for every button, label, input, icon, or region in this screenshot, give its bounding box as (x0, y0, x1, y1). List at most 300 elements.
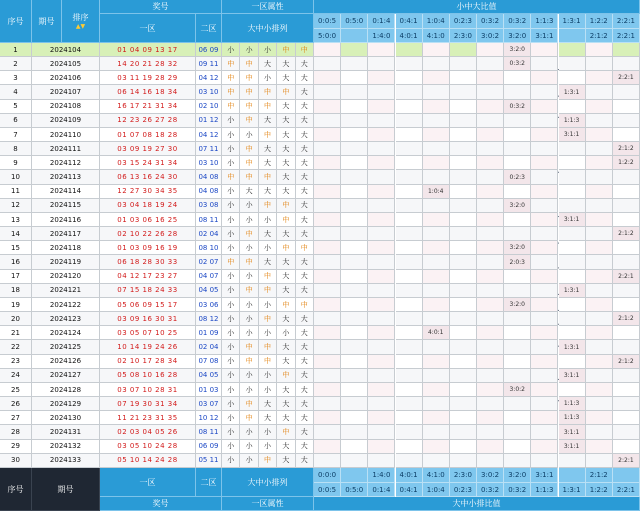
pattern-cell: 大 (296, 312, 314, 326)
pattern-cell: 小 (222, 142, 240, 156)
footer-ratio-col (341, 468, 368, 483)
row-zone1-numbers: 01 03 09 16 19 (100, 241, 196, 255)
ratio-cell (504, 185, 531, 199)
pattern-cell: 大 (277, 142, 295, 156)
ratio-cell (314, 411, 341, 425)
ratio-cell (423, 284, 450, 298)
row-issue: 2024110 (32, 128, 100, 142)
ratio-cell: 1:1:3 (559, 411, 586, 425)
pattern-cell: 小 (240, 128, 258, 142)
ratio-cell (341, 284, 368, 298)
ratio-cell (314, 298, 341, 312)
ratio-cell (477, 241, 504, 255)
row-seq: 11 (0, 185, 32, 199)
ratio-cell (504, 85, 531, 99)
footer-ratio-col: 3:1:1 (531, 468, 558, 483)
row-zone2-numbers: 04 12 (196, 71, 222, 85)
row-issue: 2024126 (32, 355, 100, 369)
ratio-cell (423, 156, 450, 170)
ratio-cell (613, 213, 640, 227)
row-seq: 4 (0, 85, 32, 99)
ratio-cell (559, 383, 586, 397)
footer-ratio-col: 0:0:0 (314, 468, 341, 483)
sort-toggle[interactable]: 排序 ▲▼ (62, 0, 100, 43)
pattern-cell: 中 (259, 100, 277, 114)
ratio-cell (586, 142, 613, 156)
pattern-cell: 大 (277, 185, 295, 199)
ratio-cell (531, 270, 558, 284)
ratio-cell (396, 227, 423, 241)
ratio-cell (368, 340, 395, 354)
ratio-cell (368, 85, 395, 99)
row-zone1-numbers: 06 14 16 18 34 (100, 85, 196, 99)
ratio-cell (423, 128, 450, 142)
row-zone2-numbers: 02 04 (196, 340, 222, 354)
ratio-cell (450, 425, 477, 439)
ratio-cell (450, 326, 477, 340)
row-zone2-numbers: 01 09 (196, 326, 222, 340)
ratio-cell: 1:3:1 (559, 85, 586, 99)
ratio-cell (423, 57, 450, 71)
row-zone2-numbers: 03 08 (196, 199, 222, 213)
footer-ratio-col-sub: 0:5:0 (341, 483, 368, 497)
ratio-cell (586, 270, 613, 284)
pattern-cell: 大 (277, 128, 295, 142)
ratio-cell (314, 397, 341, 411)
ratio-col-header-sub: 4:0:1 (396, 29, 423, 43)
row-issue: 2024112 (32, 156, 100, 170)
row-zone2-numbers: 02 04 (196, 227, 222, 241)
row-issue: 2024121 (32, 284, 100, 298)
footer-ratio-col-sub: 0:4:1 (396, 483, 423, 497)
ratio-col-header: 1:3:1 (559, 14, 586, 29)
ratio-cell (613, 199, 640, 213)
row-issue: 2024109 (32, 114, 100, 128)
pattern-cell: 小 (222, 114, 240, 128)
row-issue: 2024133 (32, 454, 100, 468)
ratio-cell (341, 142, 368, 156)
ratio-cell (423, 440, 450, 454)
pattern-cell: 小 (222, 326, 240, 340)
footer-ratio-col-sub: 0:1:4 (368, 483, 395, 497)
ratio-cell (586, 383, 613, 397)
pattern-cell: 小 (240, 199, 258, 213)
ratio-cell (341, 355, 368, 369)
pattern-cell: 小 (222, 454, 240, 468)
row-seq: 10 (0, 170, 32, 184)
ratio-cell (531, 43, 558, 57)
ratio-cell (531, 199, 558, 213)
ratio-cell (531, 326, 558, 340)
ratio-cell (368, 298, 395, 312)
ratio-col-header-sub: 5:0:0 (314, 29, 341, 43)
ratio-cell (450, 213, 477, 227)
ratio-cell (450, 199, 477, 213)
pattern-cell: 小 (222, 213, 240, 227)
ratio-cell (613, 383, 640, 397)
ratio-cell (423, 255, 450, 269)
ratio-cell (586, 312, 613, 326)
pattern-cell: 大 (296, 128, 314, 142)
row-zone1-numbers: 05 10 14 24 28 (100, 454, 196, 468)
ratio-cell: 2:1:2 (613, 227, 640, 241)
header-issue: 期号 (32, 0, 62, 43)
row-issue: 2024128 (32, 383, 100, 397)
pattern-cell: 大 (277, 355, 295, 369)
row-seq: 16 (0, 255, 32, 269)
ratio-cell (504, 454, 531, 468)
pattern-cell: 中 (259, 199, 277, 213)
pattern-cell: 大 (296, 156, 314, 170)
row-seq: 6 (0, 114, 32, 128)
ratio-cell (531, 425, 558, 439)
ratio-cell (341, 156, 368, 170)
ratio-cell (314, 326, 341, 340)
row-issue: 2024107 (32, 85, 100, 99)
ratio-cell (613, 241, 640, 255)
pattern-cell: 大 (259, 255, 277, 269)
pattern-cell: 大 (296, 411, 314, 425)
ratio-cell (477, 170, 504, 184)
pattern-cell: 大 (296, 284, 314, 298)
ratio-cell (423, 411, 450, 425)
ratio-cell (341, 425, 368, 439)
pattern-cell: 小 (259, 425, 277, 439)
ratio-cell (314, 213, 341, 227)
pattern-cell: 大 (259, 114, 277, 128)
pattern-cell: 中 (240, 156, 258, 170)
ratio-cell (341, 369, 368, 383)
pattern-cell: 中 (240, 71, 258, 85)
ratio-cell (477, 85, 504, 99)
pattern-cell: 中 (222, 57, 240, 71)
row-issue: 2024119 (32, 255, 100, 269)
row-issue: 2024124 (32, 326, 100, 340)
ratio-cell: 3:2:0 (504, 199, 531, 213)
ratio-cell (368, 114, 395, 128)
ratio-cell (586, 170, 613, 184)
pattern-cell: 中 (259, 284, 277, 298)
pattern-cell: 小 (259, 440, 277, 454)
ratio-cell (396, 241, 423, 255)
row-zone2-numbers: 04 05 (196, 284, 222, 298)
ratio-col-header-sub: 1:4:0 (368, 29, 395, 43)
ratio-cell (531, 369, 558, 383)
ratio-cell (586, 185, 613, 199)
row-issue: 2024114 (32, 185, 100, 199)
ratio-cell (477, 454, 504, 468)
header-seq: 序号 (0, 0, 32, 43)
footer-ratio-col: 3:2:0 (504, 468, 531, 483)
ratio-cell (341, 397, 368, 411)
ratio-col-header-sub: 2:3:0 (450, 29, 477, 43)
ratio-cell (477, 142, 504, 156)
ratio-cell (396, 440, 423, 454)
ratio-cell (314, 241, 341, 255)
row-zone2-numbers: 08 10 (196, 241, 222, 255)
pattern-cell: 小 (222, 312, 240, 326)
pattern-cell: 中 (259, 312, 277, 326)
pattern-cell: 大 (277, 57, 295, 71)
pattern-cell: 小 (240, 312, 258, 326)
ratio-cell (504, 142, 531, 156)
footer-pattern: 大中小排列 (222, 468, 314, 497)
ratio-cell (613, 411, 640, 425)
ratio-cell (341, 440, 368, 454)
row-zone1-numbers: 03 05 10 24 28 (100, 440, 196, 454)
ratio-cell (531, 227, 558, 241)
pattern-cell: 小 (240, 270, 258, 284)
ratio-cell (586, 199, 613, 213)
ratio-cell: 3:1:1 (559, 369, 586, 383)
ratio-cell (368, 100, 395, 114)
ratio-cell (477, 255, 504, 269)
ratio-cell: 1:1:3 (559, 397, 586, 411)
footer-ratio-col: 1:4:0 (368, 468, 395, 483)
ratio-cell (477, 213, 504, 227)
ratio-cell (531, 170, 558, 184)
row-zone1-numbers: 06 18 28 30 33 (100, 255, 196, 269)
ratio-cell (586, 255, 613, 269)
ratio-cell (450, 71, 477, 85)
ratio-cell (586, 340, 613, 354)
footer-ratio-col (559, 468, 586, 483)
ratio-cell: 3:2:0 (504, 241, 531, 255)
ratio-cell: 4:0:1 (423, 326, 450, 340)
ratio-cell (341, 100, 368, 114)
ratio-cell (314, 255, 341, 269)
ratio-cell (368, 312, 395, 326)
ratio-cell (504, 270, 531, 284)
ratio-cell (396, 142, 423, 156)
ratio-cell (586, 454, 613, 468)
ratio-cell (396, 312, 423, 326)
ratio-cell (613, 170, 640, 184)
ratio-cell (314, 114, 341, 128)
ratio-cell (341, 227, 368, 241)
row-zone1-numbers: 10 14 19 24 26 (100, 340, 196, 354)
ratio-cell (559, 156, 586, 170)
pattern-cell: 中 (222, 170, 240, 184)
row-zone2-numbers: 01 03 (196, 383, 222, 397)
row-seq: 24 (0, 369, 32, 383)
row-seq: 29 (0, 440, 32, 454)
pattern-cell: 大 (259, 227, 277, 241)
ratio-cell (586, 397, 613, 411)
ratio-cell (504, 312, 531, 326)
pattern-cell: 小 (240, 454, 258, 468)
ratio-cell (531, 411, 558, 425)
pattern-cell: 大 (277, 270, 295, 284)
row-seq: 15 (0, 241, 32, 255)
footer-ratio-col-sub: 1:1:3 (531, 483, 558, 497)
ratio-cell (450, 255, 477, 269)
ratio-cell (396, 43, 423, 57)
ratio-cell (368, 284, 395, 298)
row-zone1-numbers: 03 09 16 30 31 (100, 312, 196, 326)
ratio-col-header: 0:3:2 (504, 14, 531, 29)
row-zone2-numbers: 07 08 (196, 355, 222, 369)
ratio-cell (504, 284, 531, 298)
ratio-cell (531, 440, 558, 454)
ratio-cell (450, 85, 477, 99)
ratio-cell (504, 425, 531, 439)
ratio-cell (450, 43, 477, 57)
ratio-cell (477, 312, 504, 326)
pattern-cell: 小 (222, 425, 240, 439)
ratio-cell (396, 128, 423, 142)
pattern-cell: 小 (240, 43, 258, 57)
ratio-cell (586, 425, 613, 439)
pattern-cell: 小 (240, 326, 258, 340)
ratio-cell (423, 71, 450, 85)
ratio-col-header-sub (341, 29, 368, 43)
pattern-cell: 中 (240, 355, 258, 369)
ratio-cell (423, 199, 450, 213)
ratio-cell (559, 298, 586, 312)
ratio-cell (586, 156, 613, 170)
row-seq: 23 (0, 355, 32, 369)
pattern-cell: 小 (259, 298, 277, 312)
ratio-cell: 2:2:1 (613, 270, 640, 284)
row-issue: 2024108 (32, 100, 100, 114)
ratio-col-header: 0:3:2 (477, 14, 504, 29)
ratio-cell: 3:1:1 (559, 440, 586, 454)
ratio-cell (477, 156, 504, 170)
row-zone2-numbers: 05 11 (196, 454, 222, 468)
pattern-cell: 小 (222, 397, 240, 411)
ratio-cell (477, 369, 504, 383)
pattern-cell: 中 (259, 85, 277, 99)
header-ratio: 小中大比值 (314, 0, 640, 14)
ratio-cell (314, 185, 341, 199)
ratio-cell (314, 270, 341, 284)
pattern-cell: 小 (222, 411, 240, 425)
ratio-cell (531, 241, 558, 255)
ratio-cell (559, 270, 586, 284)
ratio-cell (450, 227, 477, 241)
pattern-cell: 中 (277, 369, 295, 383)
ratio-cell (504, 440, 531, 454)
pattern-cell: 大 (277, 454, 295, 468)
row-zone2-numbers: 01 12 (196, 114, 222, 128)
ratio-cell (559, 185, 586, 199)
ratio-cell (314, 43, 341, 57)
row-zone2-numbers: 06 09 (196, 43, 222, 57)
ratio-cell (559, 241, 586, 255)
pattern-cell: 中 (240, 340, 258, 354)
ratio-cell (450, 170, 477, 184)
ratio-cell (368, 71, 395, 85)
row-zone1-numbers: 02 03 04 05 26 (100, 425, 196, 439)
ratio-cell (368, 142, 395, 156)
ratio-cell (423, 340, 450, 354)
ratio-cell (450, 411, 477, 425)
ratio-col-header-sub: 3:1:1 (531, 29, 558, 43)
ratio-cell (531, 128, 558, 142)
pattern-cell: 中 (277, 85, 295, 99)
row-zone1-numbers: 01 07 08 18 28 (100, 128, 196, 142)
ratio-cell (368, 411, 395, 425)
pattern-cell: 小 (259, 326, 277, 340)
ratio-cell (314, 199, 341, 213)
ratio-cell (396, 369, 423, 383)
ratio-cell (477, 340, 504, 354)
row-issue: 2024132 (32, 440, 100, 454)
pattern-cell: 中 (222, 255, 240, 269)
ratio-cell (477, 128, 504, 142)
footer-ratio-col: 4:1:0 (423, 468, 450, 483)
ratio-cell (477, 100, 504, 114)
ratio-cell (368, 128, 395, 142)
ratio-cell (504, 369, 531, 383)
row-issue: 2024106 (32, 71, 100, 85)
row-zone1-numbers: 01 03 06 16 25 (100, 213, 196, 227)
ratio-cell (423, 425, 450, 439)
ratio-cell (341, 298, 368, 312)
footer-draw: 奖号 (100, 497, 222, 511)
row-zone1-numbers: 11 21 23 31 35 (100, 411, 196, 425)
ratio-cell (396, 326, 423, 340)
row-seq: 1 (0, 43, 32, 57)
ratio-cell (504, 227, 531, 241)
row-zone2-numbers: 04 12 (196, 128, 222, 142)
ratio-cell (559, 170, 586, 184)
ratio-cell (423, 298, 450, 312)
ratio-cell (450, 369, 477, 383)
row-zone1-numbers: 12 23 26 27 28 (100, 114, 196, 128)
pattern-cell: 小 (222, 340, 240, 354)
row-issue: 2024129 (32, 397, 100, 411)
row-zone2-numbers: 06 09 (196, 440, 222, 454)
ratio-cell (341, 340, 368, 354)
pattern-cell: 小 (222, 199, 240, 213)
ratio-cell (477, 440, 504, 454)
ratio-cell (531, 85, 558, 99)
ratio-cell (396, 425, 423, 439)
pattern-cell: 中 (240, 411, 258, 425)
ratio-col-header: 1:2:2 (586, 14, 613, 29)
ratio-cell (531, 255, 558, 269)
pattern-cell: 中 (296, 241, 314, 255)
ratio-cell (396, 355, 423, 369)
ratio-cell (531, 284, 558, 298)
pattern-cell: 中 (240, 227, 258, 241)
pattern-cell: 中 (296, 298, 314, 312)
ratio-cell (613, 425, 640, 439)
row-seq: 20 (0, 312, 32, 326)
ratio-cell (450, 241, 477, 255)
ratio-cell (477, 227, 504, 241)
pattern-cell: 大 (296, 425, 314, 439)
ratio-cell (368, 425, 395, 439)
ratio-cell: 1:3:1 (559, 340, 586, 354)
row-issue: 2024111 (32, 142, 100, 156)
ratio-cell (504, 213, 531, 227)
row-zone1-numbers: 03 15 24 31 34 (100, 156, 196, 170)
ratio-cell: 0:3:2 (504, 57, 531, 71)
ratio-cell (477, 411, 504, 425)
pattern-cell: 大 (296, 114, 314, 128)
ratio-cell (396, 100, 423, 114)
ratio-cell (314, 284, 341, 298)
ratio-cell (341, 255, 368, 269)
ratio-cell (531, 355, 558, 369)
ratio-cell (341, 128, 368, 142)
ratio-cell (450, 340, 477, 354)
ratio-cell (586, 227, 613, 241)
ratio-cell (368, 270, 395, 284)
